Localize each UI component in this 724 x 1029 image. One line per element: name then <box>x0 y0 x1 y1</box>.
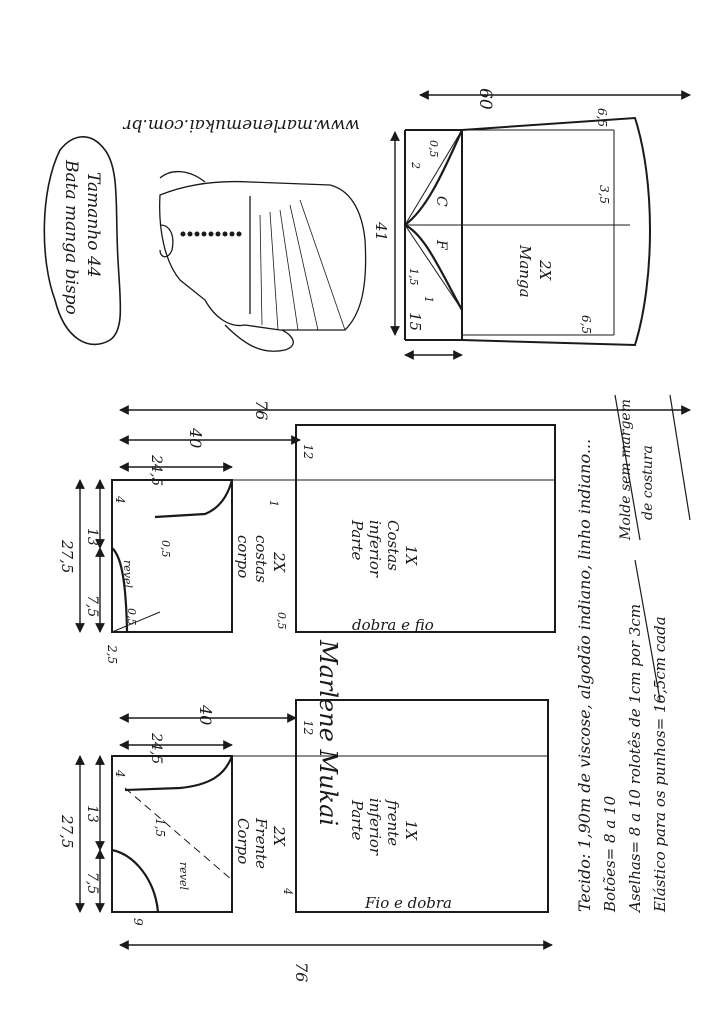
title-line1: Bata manga bispo <box>61 160 81 315</box>
title-line2: Tamanho 44 <box>83 172 103 278</box>
front-lower-name3: frente <box>384 800 402 847</box>
title-bubble <box>44 137 120 345</box>
front-lower-qty: 1X <box>402 820 420 841</box>
back-lower-name1: Parte <box>348 520 366 561</box>
back-bodice-shoulder: 4 <box>113 496 127 504</box>
blouse-sketch <box>160 172 366 352</box>
button-row <box>181 232 242 237</box>
note-seam-line1: Molde sem margem <box>618 399 634 540</box>
front-lower-width: 76 <box>292 962 311 983</box>
sleeve-label-front: F <box>433 240 449 250</box>
front-lower-length: 40 <box>196 705 215 726</box>
sleeve-hem: 15 <box>406 312 424 332</box>
back-bodice-side: 0,5 <box>275 612 288 630</box>
sleeve-cap-front2: 1 <box>422 296 435 303</box>
back-bodice-bottom: 2,5 <box>105 645 119 665</box>
front-bodice-total: 27,5 <box>58 815 76 849</box>
sleeve-name: Manga <box>516 245 534 298</box>
back-bodice-upper: 13 <box>84 528 100 546</box>
front-bodice-shoulder: 4 <box>113 770 127 778</box>
back-bodice-name1: corpo <box>234 535 252 579</box>
back-lower-yoke: 12 <box>301 444 315 460</box>
back-lower-name3: Costas <box>384 520 402 571</box>
back-bodice-facing: revel <box>121 560 134 589</box>
front-lower-name2: inferior <box>366 798 384 856</box>
note-loops: Aselhas= 8 a 10 rolotês de 1cm por 3cm <box>626 603 644 912</box>
sleeve-length: 41 <box>372 222 390 242</box>
front-lower-fold: Fio e dobra <box>365 894 452 912</box>
back-bodice-armhole: 0,5 <box>159 540 172 558</box>
back-bodice-right: 1 <box>267 500 280 507</box>
signature-text: Marlene Mukai <box>314 640 342 827</box>
back-bodice-total: 27,5 <box>58 540 76 574</box>
sleeve-label-back: C <box>433 196 449 207</box>
back-bodice-lower: 7,5 <box>84 595 100 618</box>
sleeve-cap-front: 1,5 <box>407 268 420 286</box>
front-bodice-upper: 13 <box>84 805 100 823</box>
note-fabric: Tecido: 1,90m de viscose, algodão indiano, linho indiano... <box>575 438 594 912</box>
back-lower-name2: inferior <box>366 520 384 578</box>
sleeve-top: 6,5 <box>595 108 609 128</box>
sleeve-cap-back2: 2 <box>409 162 422 169</box>
front-bodice-neck: 1,5 <box>153 818 167 838</box>
back-lower-fold: dobra e fio <box>352 616 434 634</box>
front-bodice-width: 24,5 <box>148 733 164 765</box>
note-seam-line2: de costura <box>640 445 656 520</box>
website-text: www.marlenemukai.com.br <box>123 115 360 135</box>
front-lower-yoke: 12 <box>301 720 315 736</box>
sleeve-qty: 2X <box>536 260 554 281</box>
front-bodice-name2: Frente <box>252 818 270 870</box>
front-bodice-name1: Corpo <box>234 818 252 865</box>
sleeve-bottom: 6,5 <box>579 315 593 335</box>
sleeve-cap-back: 0,5 <box>427 140 440 158</box>
sleeve-curve: 3,5 <box>597 185 611 205</box>
front-bodice-piece <box>112 756 232 912</box>
front-bodice-lower: 7,5 <box>84 872 100 895</box>
back-bodice-name2: costas <box>252 535 270 583</box>
back-bodice-qty: 2X <box>270 552 288 573</box>
back-lower-width: 76 <box>252 400 271 421</box>
back-lower-qty: 1X <box>402 545 420 566</box>
back-lower-length: 40 <box>186 428 205 449</box>
note-elastic: Elástico para os punhos= 16,5cm cada <box>651 616 669 912</box>
back-bodice-width: 24,5 <box>148 455 164 487</box>
front-bodice-facing: revel <box>177 862 190 891</box>
front-bodice-bottom: 9 <box>131 918 145 926</box>
front-lower-name1: Parte <box>348 800 366 841</box>
sleeve-width: 60 <box>475 88 495 110</box>
note-buttons: Botões= 8 a 10 <box>601 795 619 912</box>
front-bodice-hem-side: 4 <box>281 888 294 895</box>
front-bodice-qty: 2X <box>270 826 288 847</box>
sleeve-piece <box>405 118 650 345</box>
back-bodice-neck: 0,5 <box>125 608 138 626</box>
